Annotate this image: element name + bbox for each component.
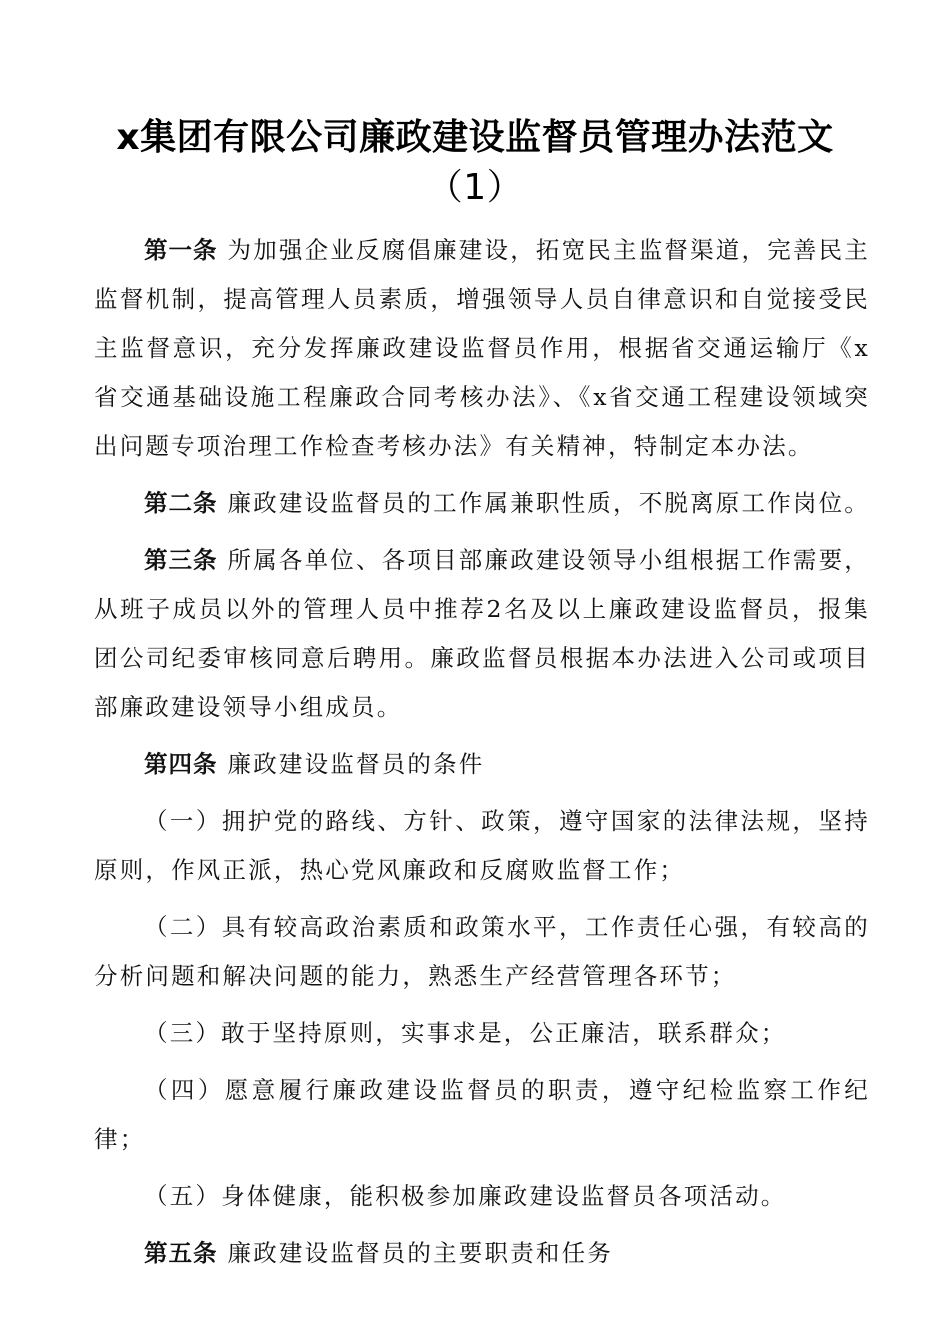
- article-text: 廉政建设监督员的工作属兼职性质，不脱离原工作岗位。: [227, 489, 870, 517]
- condition-item: （一）拥护党的路线、方针、政策，遵守国家的法律法规，坚持原则，作风正派，热心党风廉政和反腐败监督工作；: [94, 807, 870, 884]
- article-3: [94, 536, 870, 732]
- article-heading: 第三条: [144, 546, 218, 574]
- article-5: [94, 1229, 870, 1278]
- document-title: x集团有限公司廉政建设监督员管理办法范文: [116, 117, 834, 158]
- article-heading: 第五条: [144, 1239, 218, 1267]
- article-heading: 第四条: [144, 750, 218, 778]
- article-text: 廉政建设监督员的主要职责和任务: [227, 1239, 613, 1267]
- article-1: [94, 226, 870, 471]
- article-heading: 第二条: [144, 489, 218, 517]
- article-heading: 第一条: [144, 236, 218, 264]
- article-4: [94, 740, 870, 789]
- condition-item: （四）愿意履行廉政建设监督员的职责，遵守纪检监察工作纪律；: [94, 1076, 870, 1153]
- condition-item: （五）身体健康，能积极参加廉政建设监督员各项活动。: [144, 1182, 787, 1210]
- document-title-number: （1）: [426, 167, 524, 208]
- condition-item: （二）具有较高政治素质和政策水平，工作责任心强，有较高的分析问题和解决问题的能力，熟悉生产经营管理各环节；: [94, 913, 870, 990]
- document-body: [94, 226, 870, 1286]
- article-2: [94, 479, 870, 528]
- article-text: 所属各单位、各项目部廉政建设领导小组根据工作需要，从班子成员以外的管理人员中推荐2名及以上廉政建设监督员，报集团公司纪委审核同意后聘用。廉政监督员根据本办法进入公司或项目部廉政建设领导小组成员。: [94, 546, 870, 721]
- article-text: 为加强企业反腐倡廉建设，拓宽民主监督渠道，完善民主监督机制，提高管理人员素质，增强领导人员自律意识和自觉接受民主监督意识，充分发挥廉政建设监督员作用，根据省交通运输厅《x省交通基础设施工程廉政合同考核办法》、《x省交通工程建设领域突出问题专项治理工作检查考核办法》有关精神，特制定本办法。: [94, 236, 870, 460]
- article-text: 廉政建设监督员的条件: [227, 750, 485, 778]
- condition-item: （三）敢于坚持原则，实事求是，公正廉洁，联系群众；: [144, 1019, 787, 1047]
